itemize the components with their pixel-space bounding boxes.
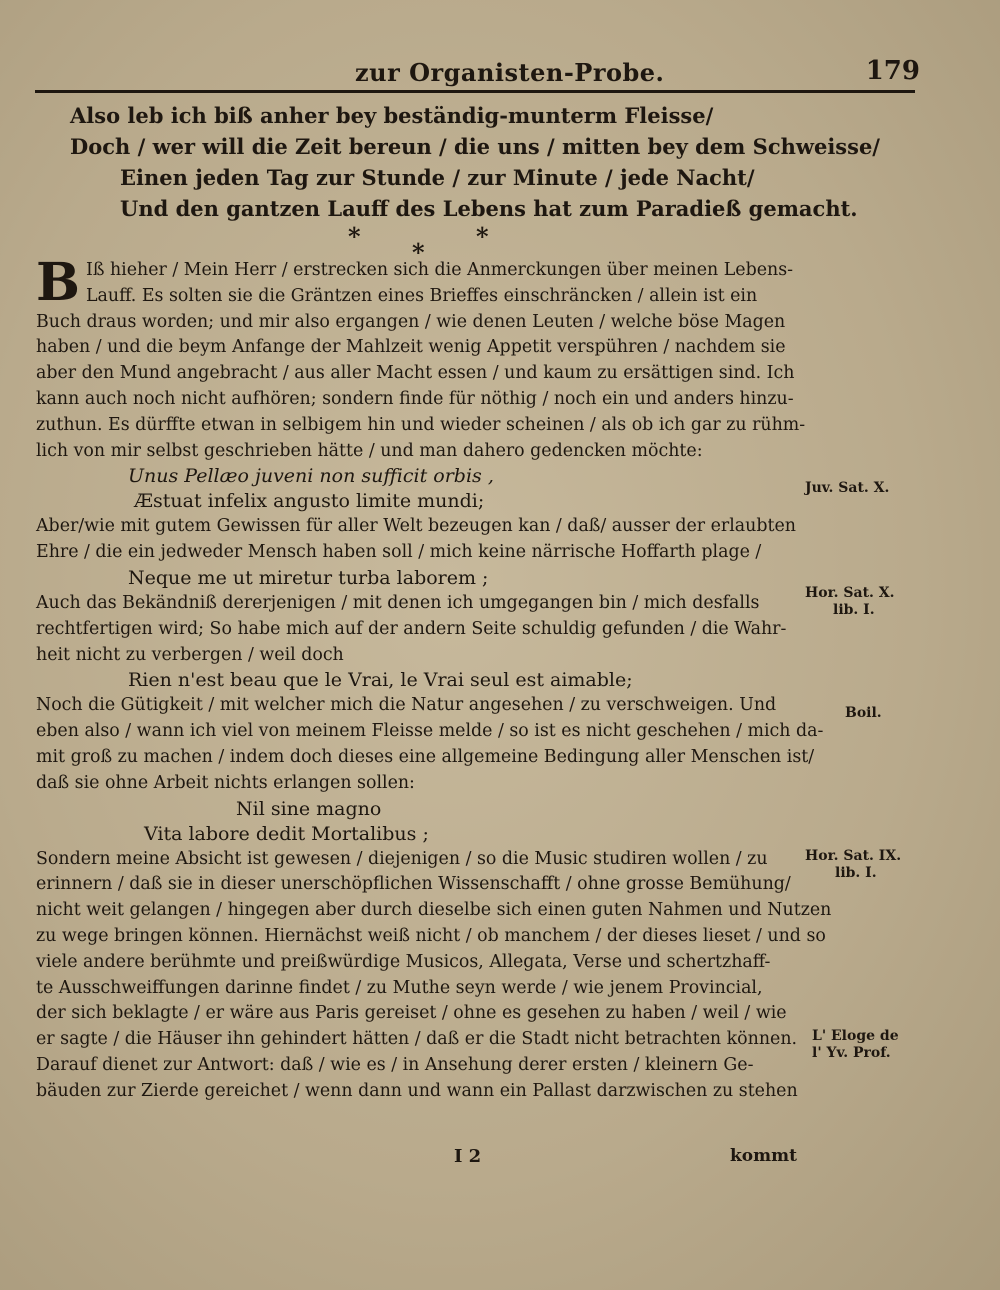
paragraph-1 xyxy=(36,252,816,464)
latin-quote-horace-2 xyxy=(36,797,816,847)
text-line: lich von mir selbst geschrieben hätte / und man dahero gedencken möchte: xyxy=(36,440,703,461)
star-ornament: * xyxy=(476,222,489,251)
paragraph-4 xyxy=(36,693,824,796)
text-line: Buch draus worden; und mir also ergangen / wie denen Leuten / welche böse Magen xyxy=(36,311,786,332)
latin-quote-juvenal xyxy=(36,464,816,514)
marginal-line: lib. I. xyxy=(833,602,875,618)
french-quote-boileau xyxy=(36,668,816,693)
body-text xyxy=(36,252,832,1105)
text-line: heit nicht zu verbergen / weil doch xyxy=(36,644,344,665)
poem-line: Doch / wer will die Zeit bereun / die uns / mitten bey dem Schweisse/ xyxy=(70,134,880,159)
marginal-line: Hor. Sat. X. xyxy=(805,585,895,601)
text-line: rechtfertigen wird; So habe mich auf der andern Seite schuldig gefunden / die Wahr- xyxy=(36,618,787,639)
text-line: der sich beklagte / er wäre aus Paris gereiset / ohne es gesehen zu haben / weil / wie xyxy=(36,1003,787,1024)
marginal-note-eloge xyxy=(812,1028,899,1062)
marginal-note-boileau: Boil. xyxy=(845,705,882,721)
text-line: Ehre / die ein jedweder Mensch haben soll / mich keine närrische Hoffarth plage / xyxy=(36,542,762,563)
text-line: Darauf dienet zur Antwort: daß / wie es / in Ansehung derer ersten / kleinern Ge- xyxy=(36,1054,754,1075)
quote-line: Unus Pellæo juveni non sufficit orbis , xyxy=(128,465,494,488)
page-header xyxy=(0,52,1000,92)
quote-line: Nil sine magno xyxy=(236,797,382,820)
marginal-note-horace-2 xyxy=(805,848,901,882)
text-line: Sondern meine Absicht ist gewesen / diejenigen / so die Music studiren wollen / zu xyxy=(36,848,768,869)
text-line: erinnern / daß sie in dieser unerschöpflichen Wissenschafft / ohne grosse Bemühung/ xyxy=(36,874,791,895)
page-number: 179 xyxy=(865,56,920,86)
marginal-line: Hor. Sat. IX. xyxy=(805,848,902,864)
text-line: bäuden zur Zierde gereichet / wenn dann und wann ein Pallast darzwischen zu stehen xyxy=(36,1080,798,1101)
section-stars xyxy=(340,222,500,267)
text-line: daß sie ohne Arbeit nichts erlangen sollen: xyxy=(36,772,415,793)
poem-line: Einen jeden Tag zur Stunde / zur Minute / jede Nacht/ xyxy=(120,165,755,190)
paragraph-5 xyxy=(36,847,832,1105)
text-line: er sagte / die Häuser ihn gehindert hätten / daß er die Stadt nicht betrachten können. xyxy=(36,1029,798,1050)
star-ornament: * xyxy=(348,222,361,251)
marginal-note-juvenal: Juv. Sat. X. xyxy=(805,480,890,496)
poem-line: Also leb ich biß anher bey beständig-munterm Fleisse/ xyxy=(70,103,714,128)
drop-cap: B xyxy=(36,252,80,313)
marginal-line: lib. I. xyxy=(835,865,877,881)
text-line: eben also / wann ich viel von meinem Fleisse melde / so ist es nicht geschehen / mich da- xyxy=(36,721,824,742)
latin-quote-horace xyxy=(36,566,816,591)
text-line: viele andere berühmte und preißwürdige Musicos, Allegata, Verse und schertzhaff- xyxy=(36,951,771,972)
quote-line: Neque me ut miretur turba laborem ; xyxy=(128,566,489,589)
text-line: nicht weit gelangen / hingegen aber durch dieselbe sich einen guten Nahmen und Nutzen xyxy=(36,900,832,921)
text-line: zu wege bringen können. Hiernächst weiß nicht / ob manchem / der dieses lieset / und so xyxy=(36,925,826,946)
signature-mark: I 2 xyxy=(454,1146,482,1167)
catchword: kommt xyxy=(730,1146,797,1166)
text-line: Lauff. Es solten sie die Gräntzen eines Brieffes einschräncken / allein ist ein xyxy=(85,285,758,306)
quote-line: Vita labore dedit Mortalibus ; xyxy=(144,822,429,845)
paragraph-3 xyxy=(36,591,816,668)
quote-line: Rien n'est beau que le Vrai, le Vrai seul est aimable; xyxy=(128,669,633,692)
text-line: Aber/wie mit gutem Gewissen für aller Welt bezeugen kan / daß/ ausser der erlaubten xyxy=(36,516,796,537)
running-head: zur Organisten-Probe. xyxy=(355,58,665,87)
marginal-line: l' Yv. Prof. xyxy=(812,1045,891,1061)
text-line: Noch die Gütigkeit / mit welcher mich die Natur angesehen / zu verschweigen. Und xyxy=(36,695,777,716)
text-line: kann auch noch nicht aufhören; sondern finde für nöthig / noch ein und anders hinzu- xyxy=(36,388,794,409)
poem-block xyxy=(70,100,930,224)
marginal-note-horace xyxy=(805,585,895,619)
marginal-line: L' Eloge de xyxy=(812,1028,899,1044)
text-line: mit groß zu machen / indem doch dieses eine allgemeine Bedingung aller Menschen ist/ xyxy=(36,746,815,767)
text-line: te Ausschweiffungen darinne findet / zu Muthe seyn werde / wie jenem Provincial, xyxy=(36,977,763,998)
text-line: Auch das Bekändniß dererjenigen / mit denen ich umgegangen bin / mich desfalls xyxy=(36,592,760,613)
paragraph-2 xyxy=(36,514,816,566)
poem-line: Und den gantzen Lauff des Lebens hat zum Paradieß gemacht. xyxy=(120,196,858,221)
star-ornament: * xyxy=(412,238,425,267)
text-line: haben / und die beym Anfange der Mahlzeit wenig Appetit verspühren / nachdem sie xyxy=(36,337,786,358)
quote-line: Æstuat infelix angusto limite mundi; xyxy=(134,490,485,513)
text-line: zuthun. Es dürffte etwan in selbigem hin und wieder scheinen / als ob ich gar zu rühm- xyxy=(36,414,806,435)
header-rule xyxy=(35,90,915,93)
text-line: aber den Mund angebracht / aus aller Macht essen / und kaum zu ersättigen sind. Ich xyxy=(36,363,795,384)
text-line: Iß hieher / Mein Herr / erstrecken sich die Anmerckungen über meinen Lebens- xyxy=(85,260,793,280)
